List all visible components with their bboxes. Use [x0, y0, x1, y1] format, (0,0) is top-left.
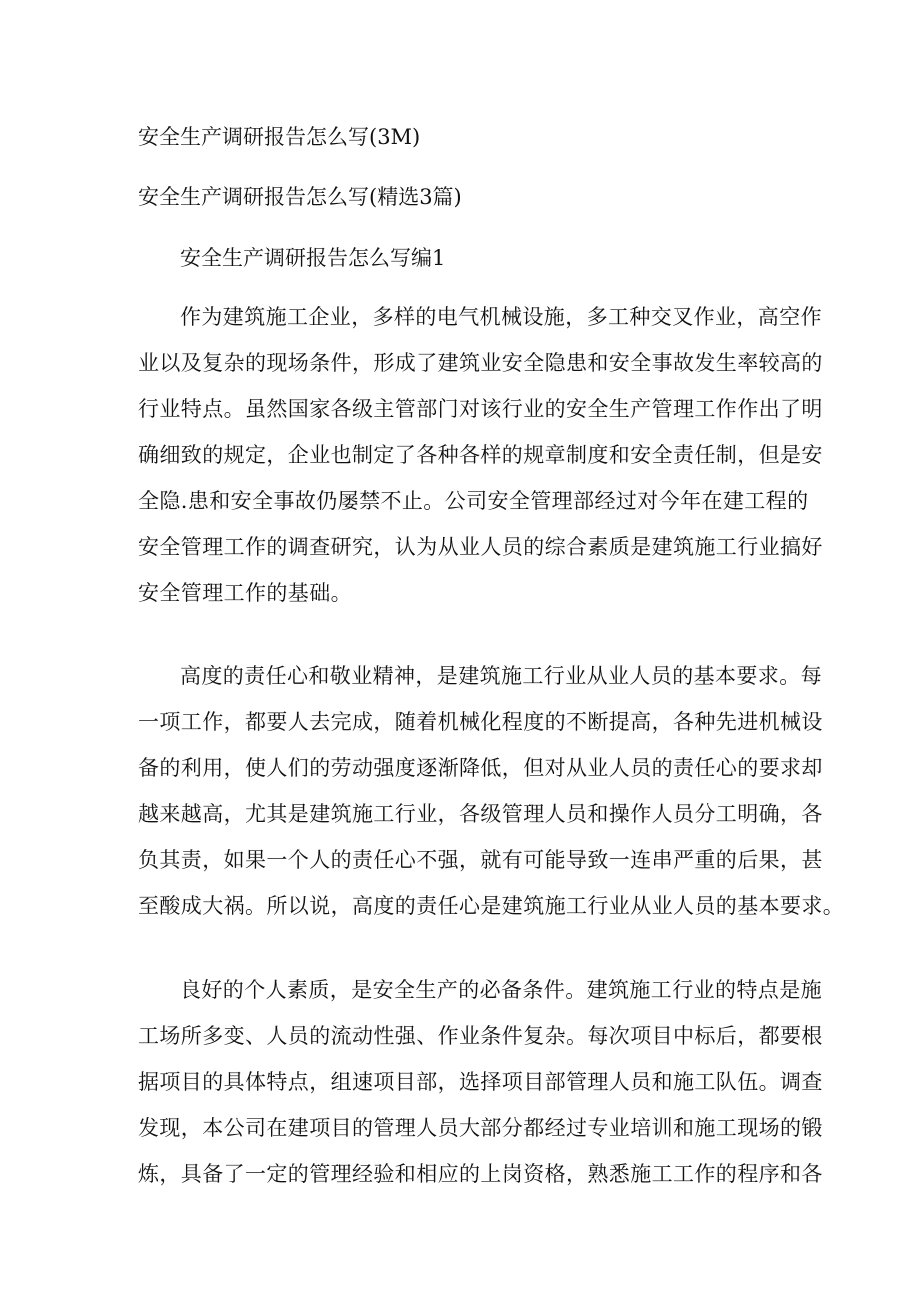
paragraph-line: 发现，本公司在建项目的管理人员大部分都经过专业培训和施工现场的锻: [138, 1116, 823, 1140]
paragraph-2: [138, 653, 845, 929]
paragraph-line: 炼，具备了一定的管理经验和相应的上岗资格，熟悉施工工作的程序和各: [138, 1162, 823, 1186]
paragraph-line: 确细致的规定，企业也制定了各种各样的规章制度和安全责任制，但是安: [138, 443, 823, 467]
paragraph-line: 良好的个人素质，是安全生产的必备条件。建筑施工行业的特点是施: [180, 978, 822, 1002]
paragraph-line: 至酸成大祸。所以说，高度的责任心是建筑施工行业从业人员的基本要求。: [138, 894, 845, 918]
paragraph-line: 负其责，如果一个人的责任心不强，就有可能导致一连串严重的后果，甚: [138, 848, 823, 872]
paragraph-3: [138, 967, 823, 1197]
paragraph-line: 工场所多变、人员的流动性强、作业条件复杂。每次项目中标后，都要根: [138, 1024, 823, 1048]
document-subtitle: 安全生产调研报告怎么写(精选3篇): [138, 185, 462, 209]
section-heading: 安全生产调研报告怎么写编1: [180, 246, 446, 270]
paragraph-line: 高度的责任心和敬业精神，是建筑施工行业从业人员的基本要求。每: [180, 664, 822, 688]
paragraph-line: 备的利用，使人们的劳动强度逐渐降低，但对从业人员的责任心的要求却: [138, 756, 823, 780]
paragraph-line: 作为建筑施工企业，多样的电气机械设施，多工种交叉作业，高空作: [180, 305, 822, 329]
paragraph-1: [138, 294, 823, 616]
paragraph-line: 越来越高，尤其是建筑施工行业，各级管理人员和操作人员分工明确，各: [138, 802, 823, 826]
paragraph-line: 全隐.患和安全事故仍屡禁不止。公司安全管理部经过对今年在建工程的: [138, 489, 809, 513]
paragraph-line: 业以及复杂的现场条件，形成了建筑业安全隐患和安全事故发生率较高的: [138, 351, 823, 375]
paragraph-line: 一项工作，都要人去完成，随着机械化程度的不断提高，各种先进机械设: [138, 710, 823, 734]
paragraph-line: 安全管理工作的基础。: [138, 581, 352, 605]
paragraph-line: 据项目的具体特点，组速项目部，选择项目部管理人员和施工队伍。调查: [138, 1070, 823, 1094]
paragraph-line: 行业特点。虽然国家各级主管部门对该行业的安全生产管理工作作出了明: [138, 397, 823, 421]
document-title: 安全生产调研报告怎么写(3M): [138, 125, 421, 149]
paragraph-line: 安全管理工作的调查研究，认为从业人员的综合素质是建筑施工行业搞好: [138, 535, 823, 559]
